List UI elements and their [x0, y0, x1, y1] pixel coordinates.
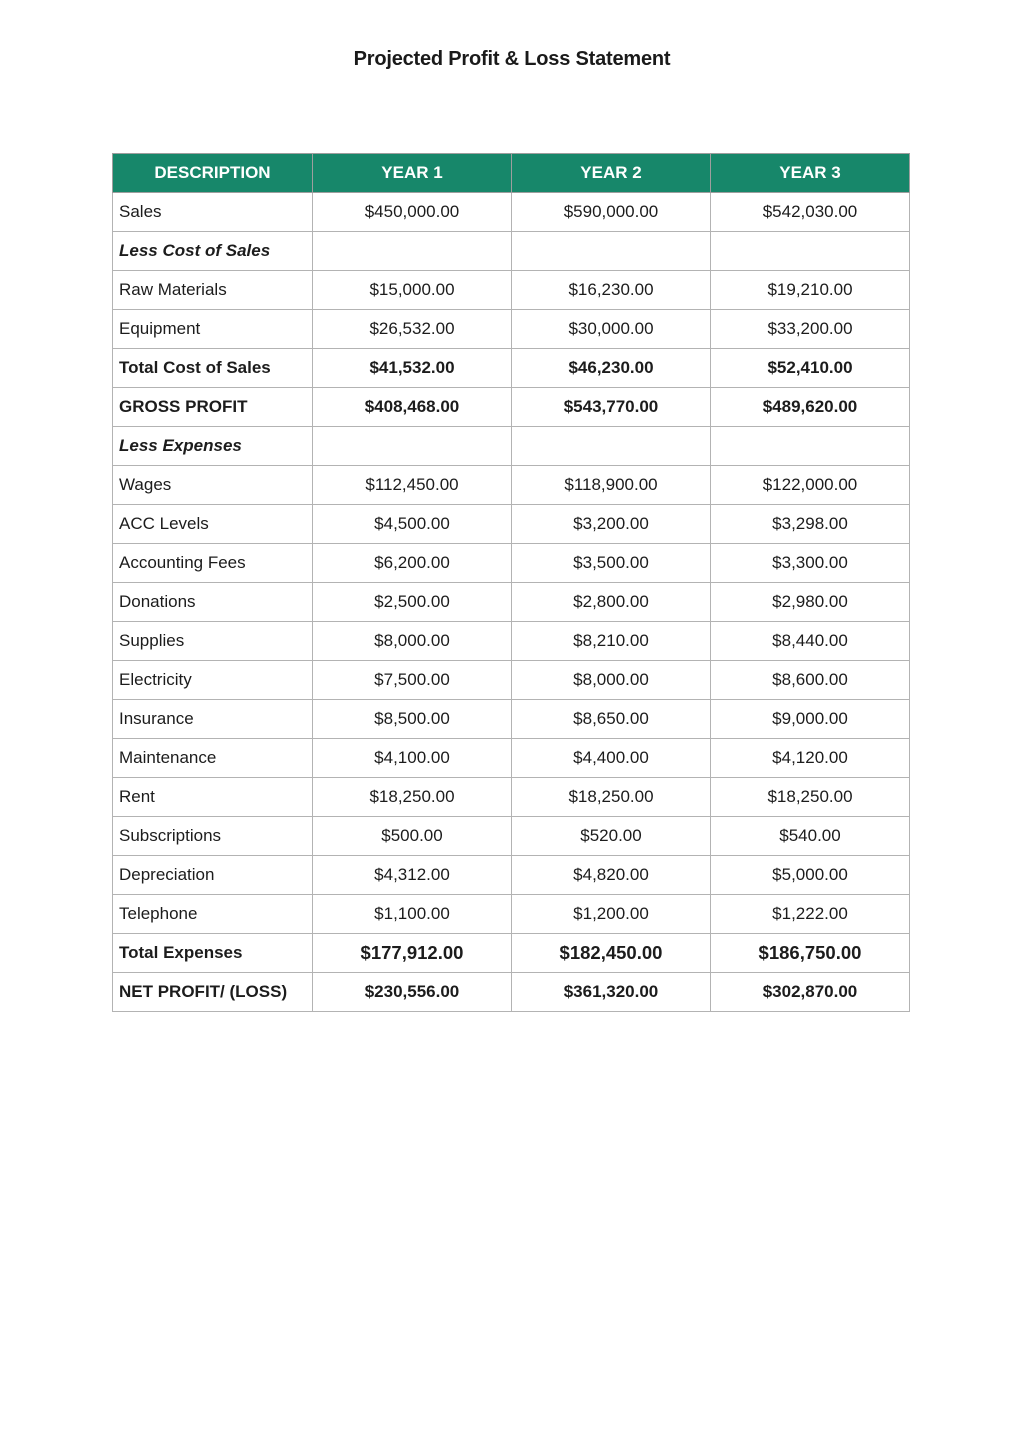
- table-row: [113, 466, 910, 505]
- table-row: [113, 427, 910, 466]
- year-1-value: $6,200.00: [313, 544, 512, 583]
- column-header-year-3: YEAR 3: [711, 154, 910, 193]
- row-label: Total Cost of Sales: [113, 349, 313, 388]
- column-header-year-1: YEAR 1: [313, 154, 512, 193]
- year-3-value: $540.00: [711, 817, 910, 856]
- year-2-value: $3,500.00: [512, 544, 711, 583]
- year-2-value: $8,650.00: [512, 700, 711, 739]
- year-2-value: [512, 232, 711, 271]
- table-row: [113, 544, 910, 583]
- row-label: Rent: [113, 778, 313, 817]
- year-2-value: $361,320.00: [512, 973, 711, 1012]
- year-1-value: $4,500.00: [313, 505, 512, 544]
- year-1-value: $8,500.00: [313, 700, 512, 739]
- year-2-value: $30,000.00: [512, 310, 711, 349]
- year-2-value: $590,000.00: [512, 193, 711, 232]
- year-3-value: $186,750.00: [711, 934, 910, 973]
- table-row: [113, 856, 910, 895]
- row-label: Less Cost of Sales: [113, 232, 313, 271]
- year-2-value: $16,230.00: [512, 271, 711, 310]
- row-label: Raw Materials: [113, 271, 313, 310]
- row-label: Less Expenses: [113, 427, 313, 466]
- row-label: Total Expenses: [113, 934, 313, 973]
- column-header-year-2: YEAR 2: [512, 154, 711, 193]
- year-3-value: $33,200.00: [711, 310, 910, 349]
- row-label: Equipment: [113, 310, 313, 349]
- year-3-value: $542,030.00: [711, 193, 910, 232]
- row-label: Maintenance: [113, 739, 313, 778]
- year-2-value: $1,200.00: [512, 895, 711, 934]
- year-2-value: $8,210.00: [512, 622, 711, 661]
- year-3-value: $1,222.00: [711, 895, 910, 934]
- page-title: Projected Profit & Loss Statement: [353, 48, 671, 70]
- table-row: [113, 817, 910, 856]
- row-label: Telephone: [113, 895, 313, 934]
- table-row: [113, 310, 910, 349]
- table-row: [113, 583, 910, 622]
- table-body: [113, 193, 910, 1012]
- row-label: Electricity: [113, 661, 313, 700]
- year-2-value: $8,000.00: [512, 661, 711, 700]
- table-row: [113, 388, 910, 427]
- year-2-value: $520.00: [512, 817, 711, 856]
- year-2-value: $4,820.00: [512, 856, 711, 895]
- year-1-value: [313, 232, 512, 271]
- table-row: [113, 271, 910, 310]
- table-row: [113, 661, 910, 700]
- year-1-value: $230,556.00: [313, 973, 512, 1012]
- year-3-value: $3,300.00: [711, 544, 910, 583]
- year-1-value: $26,532.00: [313, 310, 512, 349]
- row-label: Sales: [113, 193, 313, 232]
- year-1-value: $408,468.00: [313, 388, 512, 427]
- year-3-value: [711, 427, 910, 466]
- row-label: Subscriptions: [113, 817, 313, 856]
- table-row: [113, 622, 910, 661]
- year-3-value: $52,410.00: [711, 349, 910, 388]
- row-label: Depreciation: [113, 856, 313, 895]
- year-2-value: $18,250.00: [512, 778, 711, 817]
- year-1-value: $450,000.00: [313, 193, 512, 232]
- year-2-value: $182,450.00: [512, 934, 711, 973]
- year-1-value: $4,100.00: [313, 739, 512, 778]
- row-label: GROSS PROFIT: [113, 388, 313, 427]
- table-row: [113, 934, 910, 973]
- table-row: [113, 739, 910, 778]
- year-3-value: $8,600.00: [711, 661, 910, 700]
- year-3-value: $302,870.00: [711, 973, 910, 1012]
- year-3-value: $3,298.00: [711, 505, 910, 544]
- year-1-value: $7,500.00: [313, 661, 512, 700]
- year-1-value: $112,450.00: [313, 466, 512, 505]
- table-row: [113, 895, 910, 934]
- year-3-value: $2,980.00: [711, 583, 910, 622]
- year-2-value: $46,230.00: [512, 349, 711, 388]
- year-1-value: $4,312.00: [313, 856, 512, 895]
- year-2-value: $4,400.00: [512, 739, 711, 778]
- table-row: [113, 232, 910, 271]
- row-label: Supplies: [113, 622, 313, 661]
- year-3-value: $122,000.00: [711, 466, 910, 505]
- year-2-value: $3,200.00: [512, 505, 711, 544]
- year-3-value: $18,250.00: [711, 778, 910, 817]
- row-label: Insurance: [113, 700, 313, 739]
- year-3-value: $4,120.00: [711, 739, 910, 778]
- year-1-value: $177,912.00: [313, 934, 512, 973]
- row-label: Wages: [113, 466, 313, 505]
- column-header-description: DESCRIPTION: [113, 154, 313, 193]
- row-label: Accounting Fees: [113, 544, 313, 583]
- year-1-value: [313, 427, 512, 466]
- year-2-value: [512, 427, 711, 466]
- year-1-value: $15,000.00: [313, 271, 512, 310]
- year-3-value: $8,440.00: [711, 622, 910, 661]
- table-row: [113, 973, 910, 1012]
- year-3-value: $19,210.00: [711, 271, 910, 310]
- year-1-value: $18,250.00: [313, 778, 512, 817]
- year-1-value: $8,000.00: [313, 622, 512, 661]
- table-row: [113, 778, 910, 817]
- table-row: [113, 700, 910, 739]
- year-1-value: $1,100.00: [313, 895, 512, 934]
- table-header-row: [113, 154, 910, 193]
- row-label: Donations: [113, 583, 313, 622]
- year-1-value: $41,532.00: [313, 349, 512, 388]
- year-3-value: $5,000.00: [711, 856, 910, 895]
- year-3-value: $9,000.00: [711, 700, 910, 739]
- year-3-value: $489,620.00: [711, 388, 910, 427]
- year-3-value: [711, 232, 910, 271]
- year-2-value: $2,800.00: [512, 583, 711, 622]
- year-1-value: $2,500.00: [313, 583, 512, 622]
- row-label: NET PROFIT/ (LOSS): [113, 973, 313, 1012]
- year-2-value: $118,900.00: [512, 466, 711, 505]
- table-row: [113, 193, 910, 232]
- table-row: [113, 505, 910, 544]
- profit-loss-table: [112, 153, 910, 1012]
- row-label: ACC Levels: [113, 505, 313, 544]
- year-1-value: $500.00: [313, 817, 512, 856]
- table-row: [113, 349, 910, 388]
- year-2-value: $543,770.00: [512, 388, 711, 427]
